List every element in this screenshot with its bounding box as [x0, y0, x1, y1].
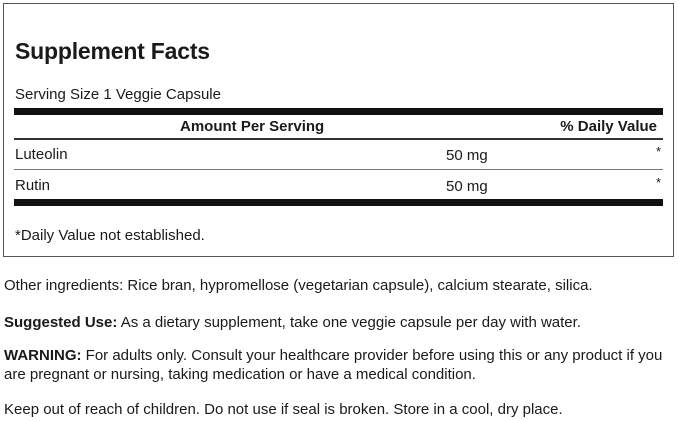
- warning: [4, 346, 673, 384]
- supplement-facts-panel: [3, 3, 674, 257]
- nutrient-dv-luteolin: *: [655, 144, 661, 159]
- nutrient-name-rutin: Rutin: [15, 177, 51, 194]
- nutrient-amount-luteolin: 50 mg: [446, 147, 488, 164]
- thick-divider: [14, 108, 663, 115]
- row-divider: [14, 169, 663, 170]
- facts-title: Supplement Facts: [15, 38, 210, 64]
- footnote: *Daily Value not established.: [15, 227, 205, 244]
- header-amount-per-serving: Amount Per Serving: [180, 118, 325, 135]
- header-daily-value: % Daily Value: [560, 118, 657, 135]
- serving-size: Serving Size 1 Veggie Capsule: [15, 86, 221, 103]
- nutrient-name-luteolin: Luteolin: [15, 146, 68, 163]
- header-divider: [14, 138, 663, 140]
- suggested-use-label: Suggested Use:: [4, 314, 118, 331]
- warning-label: WARNING:: [4, 347, 82, 364]
- suggested-use: [4, 313, 673, 332]
- other-ingredients: Other ingredients: Rice bran, hypromellose (vegetarian capsule), calcium stearate, silica.: [4, 277, 593, 294]
- thick-divider-bottom: [14, 199, 663, 206]
- suggested-use-text: As a dietary supplement, take one veggie capsule per day with water.: [117, 314, 581, 331]
- nutrient-amount-rutin: 50 mg: [446, 178, 488, 195]
- warning-text: For adults only. Consult your healthcare provider before using this or any product if you are pregnant or nursing, taking medication or have a medical condition.: [4, 347, 663, 383]
- storage-instructions: Keep out of reach of children. Do not use if seal is broken. Store in a cool, dry place.: [4, 401, 563, 418]
- nutrient-dv-rutin: *: [655, 175, 661, 190]
